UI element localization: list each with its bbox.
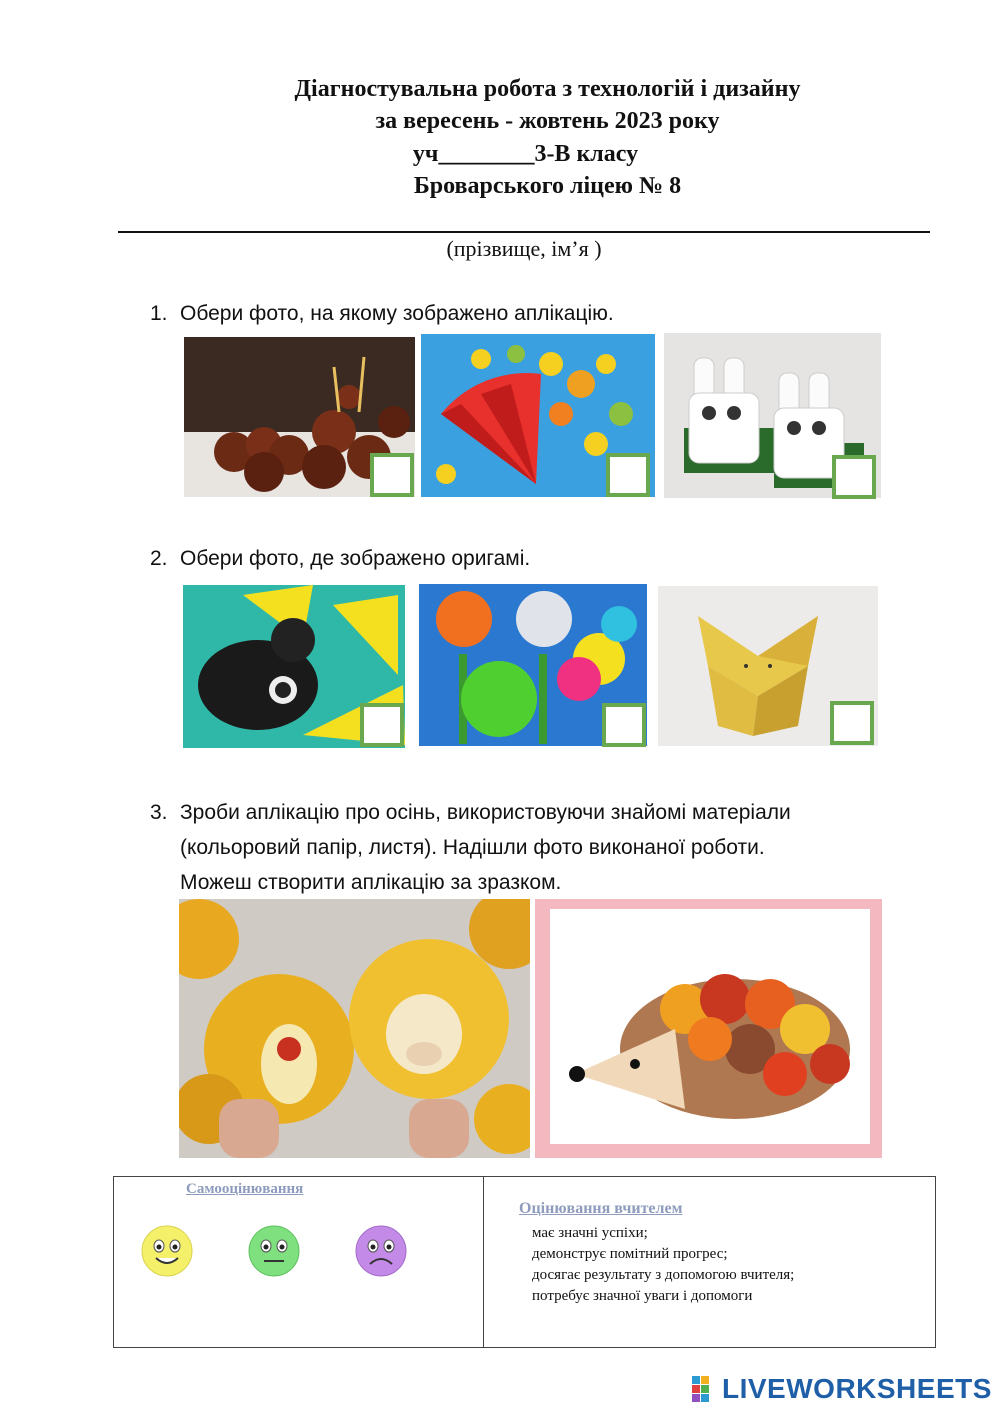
question-2 (150, 541, 530, 576)
name-caption: (прізвище, ім’я ) (446, 236, 602, 261)
self-assessment-title (122, 1181, 303, 1198)
answer-checkbox-1a[interactable] (370, 453, 414, 497)
teacher-assessment-item[interactable]: досягає результату з допомогою вчителя; (532, 1267, 795, 1283)
question-text: Обери фото, на якому зображено аплікацію. (180, 302, 614, 325)
answer-checkbox-2c[interactable] (830, 701, 874, 745)
teacher-assessment-list (532, 1223, 794, 1307)
answer-checkbox-1b[interactable] (606, 453, 650, 497)
answer-checkbox-2b[interactable] (602, 703, 646, 747)
leaf-hedgehog-sample-photo (535, 899, 882, 1158)
worksheet-title: Діагностувальна робота з технологій і дизайну (294, 76, 801, 102)
question-text (180, 795, 791, 900)
question-1 (150, 296, 614, 331)
question-3 (150, 795, 791, 900)
teacher-assessment-item[interactable]: має значні успіхи; (532, 1225, 648, 1241)
table-divider (483, 1177, 484, 1347)
question-number: 2. (150, 547, 168, 570)
happy-face-icon[interactable] (140, 1224, 194, 1278)
teacher-assessment-item[interactable]: демонструє помітний прогрес; (532, 1246, 728, 1262)
liveworksheets-logo (692, 1372, 992, 1406)
sad-face-icon[interactable] (354, 1224, 408, 1278)
liveworksheets-logo-text: LIVEWORKSHEETS (722, 1373, 992, 1404)
teacher-assessment-item[interactable]: потребує значної уваги і допомоги (532, 1288, 753, 1304)
teacher-assessment-title: Оцінювання вчителем (519, 1200, 683, 1217)
neutral-face-icon[interactable] (247, 1224, 301, 1278)
answer-checkbox-1c[interactable] (832, 455, 876, 499)
question-number: 3. (150, 801, 168, 824)
name-entry-line[interactable] (118, 231, 930, 233)
assessment-table (113, 1176, 936, 1348)
liveworksheets-logo-icon (692, 1376, 718, 1402)
leaf-animals-sample-photo (179, 899, 530, 1158)
question-text-line: Можеш створити аплікацію за зразком. (180, 871, 562, 894)
question-text-line: Зроби аплікацію про осінь, використовуючи знайомі матеріали (180, 801, 791, 824)
student-class-line: уч________3-В класу (412, 141, 639, 167)
self-assessment-label: Самооцінювання (186, 1181, 304, 1197)
question-number: 1. (150, 302, 168, 325)
question-text-line: (кольоровий папір, листя). Надішли фото виконаної роботи. (180, 836, 765, 859)
question-text: Обери фото, де зображено оригамі. (180, 547, 531, 570)
answer-checkbox-2a[interactable] (360, 703, 404, 747)
worksheet-period: за вересень - жовтень 2023 року (375, 108, 720, 134)
school-name: Броварського ліцею № 8 (413, 173, 682, 199)
